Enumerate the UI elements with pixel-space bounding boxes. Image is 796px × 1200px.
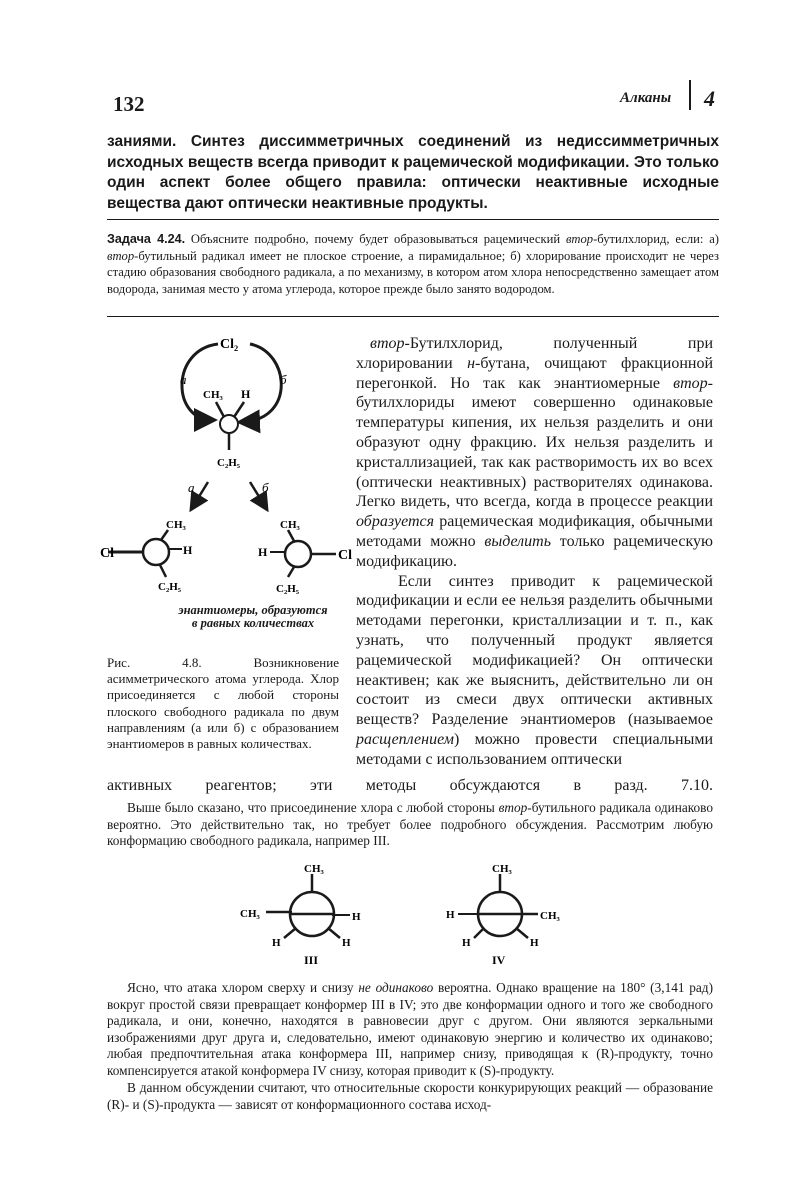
problem-4-24 <box>107 231 719 297</box>
figure-caption-text: Возникновение асимметрического атома углерода. Хлор присоединяется с любой стороны плоского свободного радикала по двум направлениям (а или б) с образованием энантиомеров в равных количествах. <box>107 655 339 752</box>
iii-h-bottom: H <box>342 937 351 949</box>
enantiomer-left <box>100 519 193 593</box>
right-paragraph-2 <box>356 572 713 770</box>
small-paragraph-1 <box>107 800 713 850</box>
iv-ch3-right: CH₃ <box>540 910 560 922</box>
problem-bottom-rule <box>107 316 719 317</box>
text-run: только рацемическую модификацию. <box>356 532 713 570</box>
text-run: рацемическая модификация, обычными методами можно <box>356 513 713 550</box>
left-ch3: CH₃ <box>166 519 186 531</box>
page-number: 132 <box>113 92 145 116</box>
continuation-line: активных реагентов; эти методы обсуждаются в разд. 7.10. <box>107 777 713 794</box>
conformer-iii <box>234 862 394 982</box>
radical-c2h5: C₂H₅ <box>217 457 241 469</box>
text-run: ) можно провести специальными методами с использованием оптически <box>356 730 713 768</box>
text-run: вероятна. Однако вращение на 180° (3,141 рад) вокруг простой связи превращает конформер III в IV; это две конформации одного и того же свободного радикала, и они, конечно, находятся в равновесии друг с другом. Они являются зеркальными изображениями друг друга и, следовательно, имеют одинаковую энергию и количество их одинаково; любая предпочтительная атака конформера III, например снизу, приводящая к (R)-продукту, точно компенсируется атакой конформера IV снизу, которая приводит к (S)-продукту. <box>107 980 713 1078</box>
cl2-label: Cl₂ <box>220 337 239 352</box>
text-run: Если синтез приводит к рацемической модификации и если ее нельзя разделить обычными методами перегонки, кристаллизации и т. п., как узнать, что полученный продукт является рацемической модификацией? Он оптически неактивен; как же выяснить, действительно ли он состоит из смеси двух оптически активных веществ? Разделение энантиомеров (называемое <box>356 572 713 729</box>
iv-h-left: H <box>446 909 455 921</box>
right-c2h5: C₂H₅ <box>276 583 300 595</box>
iv-h-bottom-right: H <box>530 937 539 949</box>
left-h: H <box>183 543 193 557</box>
problem-italic: втор <box>107 248 135 263</box>
text-run: -бутильного радикала одинаково вероятно. Это действительно так, но требует более подробного обсуждения. Рассмотрим любую конформацию свободного радикала, например III. <box>107 800 713 849</box>
conformer-iv-label: IV <box>492 953 506 967</box>
arrow-label-b: б <box>262 480 269 495</box>
conformer-iv <box>428 862 588 982</box>
italic-text: н <box>467 354 476 372</box>
iii-h-right: H <box>352 911 361 923</box>
problem-text: -бутилхлорид, если: а) <box>593 232 720 246</box>
small-paragraph-3 <box>107 1080 713 1113</box>
figure-caption <box>107 655 339 752</box>
conformer-iii-label: III <box>304 953 319 967</box>
radical-carbon <box>220 415 238 433</box>
italic-text: втор <box>370 335 405 352</box>
text-run: -бутилхлориды имеют совершенно одинаковые температуры кипения, их нельзя разделить и они образуют одну фракцию. Их нельзя разделить и кристаллизацией, так как растворимость их во всех (оптически неактивных) растворителях одинакова. Легко видеть, что всегда, когда в процессе реакции <box>356 374 713 511</box>
iv-ch3-top: CH₃ <box>492 863 512 875</box>
iv-h-bottom-left: H <box>462 937 471 949</box>
right-paragraph-1 <box>356 334 713 572</box>
enantiomers-note: энантиомеры, образуются в равных количествах <box>178 603 328 630</box>
chapter-number: 4 <box>704 86 715 111</box>
radical-h: H <box>241 387 251 401</box>
iii-ch3-top: CH₃ <box>304 863 324 875</box>
label-a: а <box>180 372 187 387</box>
label-b: б <box>280 372 287 387</box>
left-cl: Cl <box>100 546 114 561</box>
italic-text: образуется <box>356 513 435 531</box>
problem-text: -бутильный радикал имеет не плоское строение, а пирамидальное; б) хлорирование происходит не через стадию образования свободного радикала, а по механизму, в котором атом хлора непосредственно замещает атом водорода, занимая место у атома углерода, которое прежде было занято водородом. <box>107 248 719 296</box>
text-run: В данном обсуждении считают, что относительные скорости конкурирующих реакций — образование (R)- и (S)-продукта — зависят от конформационного состава исход- <box>107 1080 713 1112</box>
problem-italic: втор <box>565 232 594 246</box>
iii-h-left: H <box>272 937 281 949</box>
figure-caption-label: Рис. 4.8. <box>107 655 202 670</box>
arrow-label-a: а <box>188 480 195 495</box>
italic-text: втор <box>498 800 528 815</box>
running-head: Алканы <box>620 90 672 106</box>
right-cl: Cl <box>338 548 352 563</box>
attack-arc-a <box>182 344 218 420</box>
text-run: -Бутилхлорид, полученный при хлорировании <box>356 335 713 372</box>
italic-text: втор <box>673 374 708 392</box>
text-run: Выше было сказано, что присоединение хлора с любой стороны <box>127 800 499 815</box>
left-c2h5: C₂H₅ <box>158 581 182 593</box>
italic-text: расщеплением <box>356 730 455 748</box>
attack-arc-b <box>242 344 281 422</box>
intro-paragraph: заниями. Синтез диссимметричных соединений из недиссимметричных исходных веществ всегда приводит к рацемической модификации. Это только один аспект более общего правила: оптически неактивные исходные вещества дают оптически неактивные продукты. <box>107 133 719 212</box>
problem-text: Объясните подробно, почему будет образовываться рацемический <box>185 232 566 246</box>
radical-ch3: CH₃ <box>203 389 223 401</box>
right-column-text <box>356 334 713 770</box>
italic-text: не одинаково <box>358 980 434 995</box>
right-ch3: CH₃ <box>280 519 300 531</box>
enantiomer-right <box>258 519 352 595</box>
right-h: H <box>258 545 268 559</box>
small-paragraph-2 <box>107 980 713 1080</box>
iii-ch3-left: CH₃ <box>240 908 260 920</box>
header-divider <box>689 80 691 110</box>
problem-top-rule <box>107 219 719 220</box>
text-run: -бутана, очищают фракционной перегонкой. Но так как энантиомерные <box>356 354 714 392</box>
italic-text: выделить <box>484 532 551 550</box>
text-run: Ясно, что атака хлором сверху и снизу <box>127 980 359 995</box>
problem-label: Задача 4.24. <box>107 232 186 246</box>
